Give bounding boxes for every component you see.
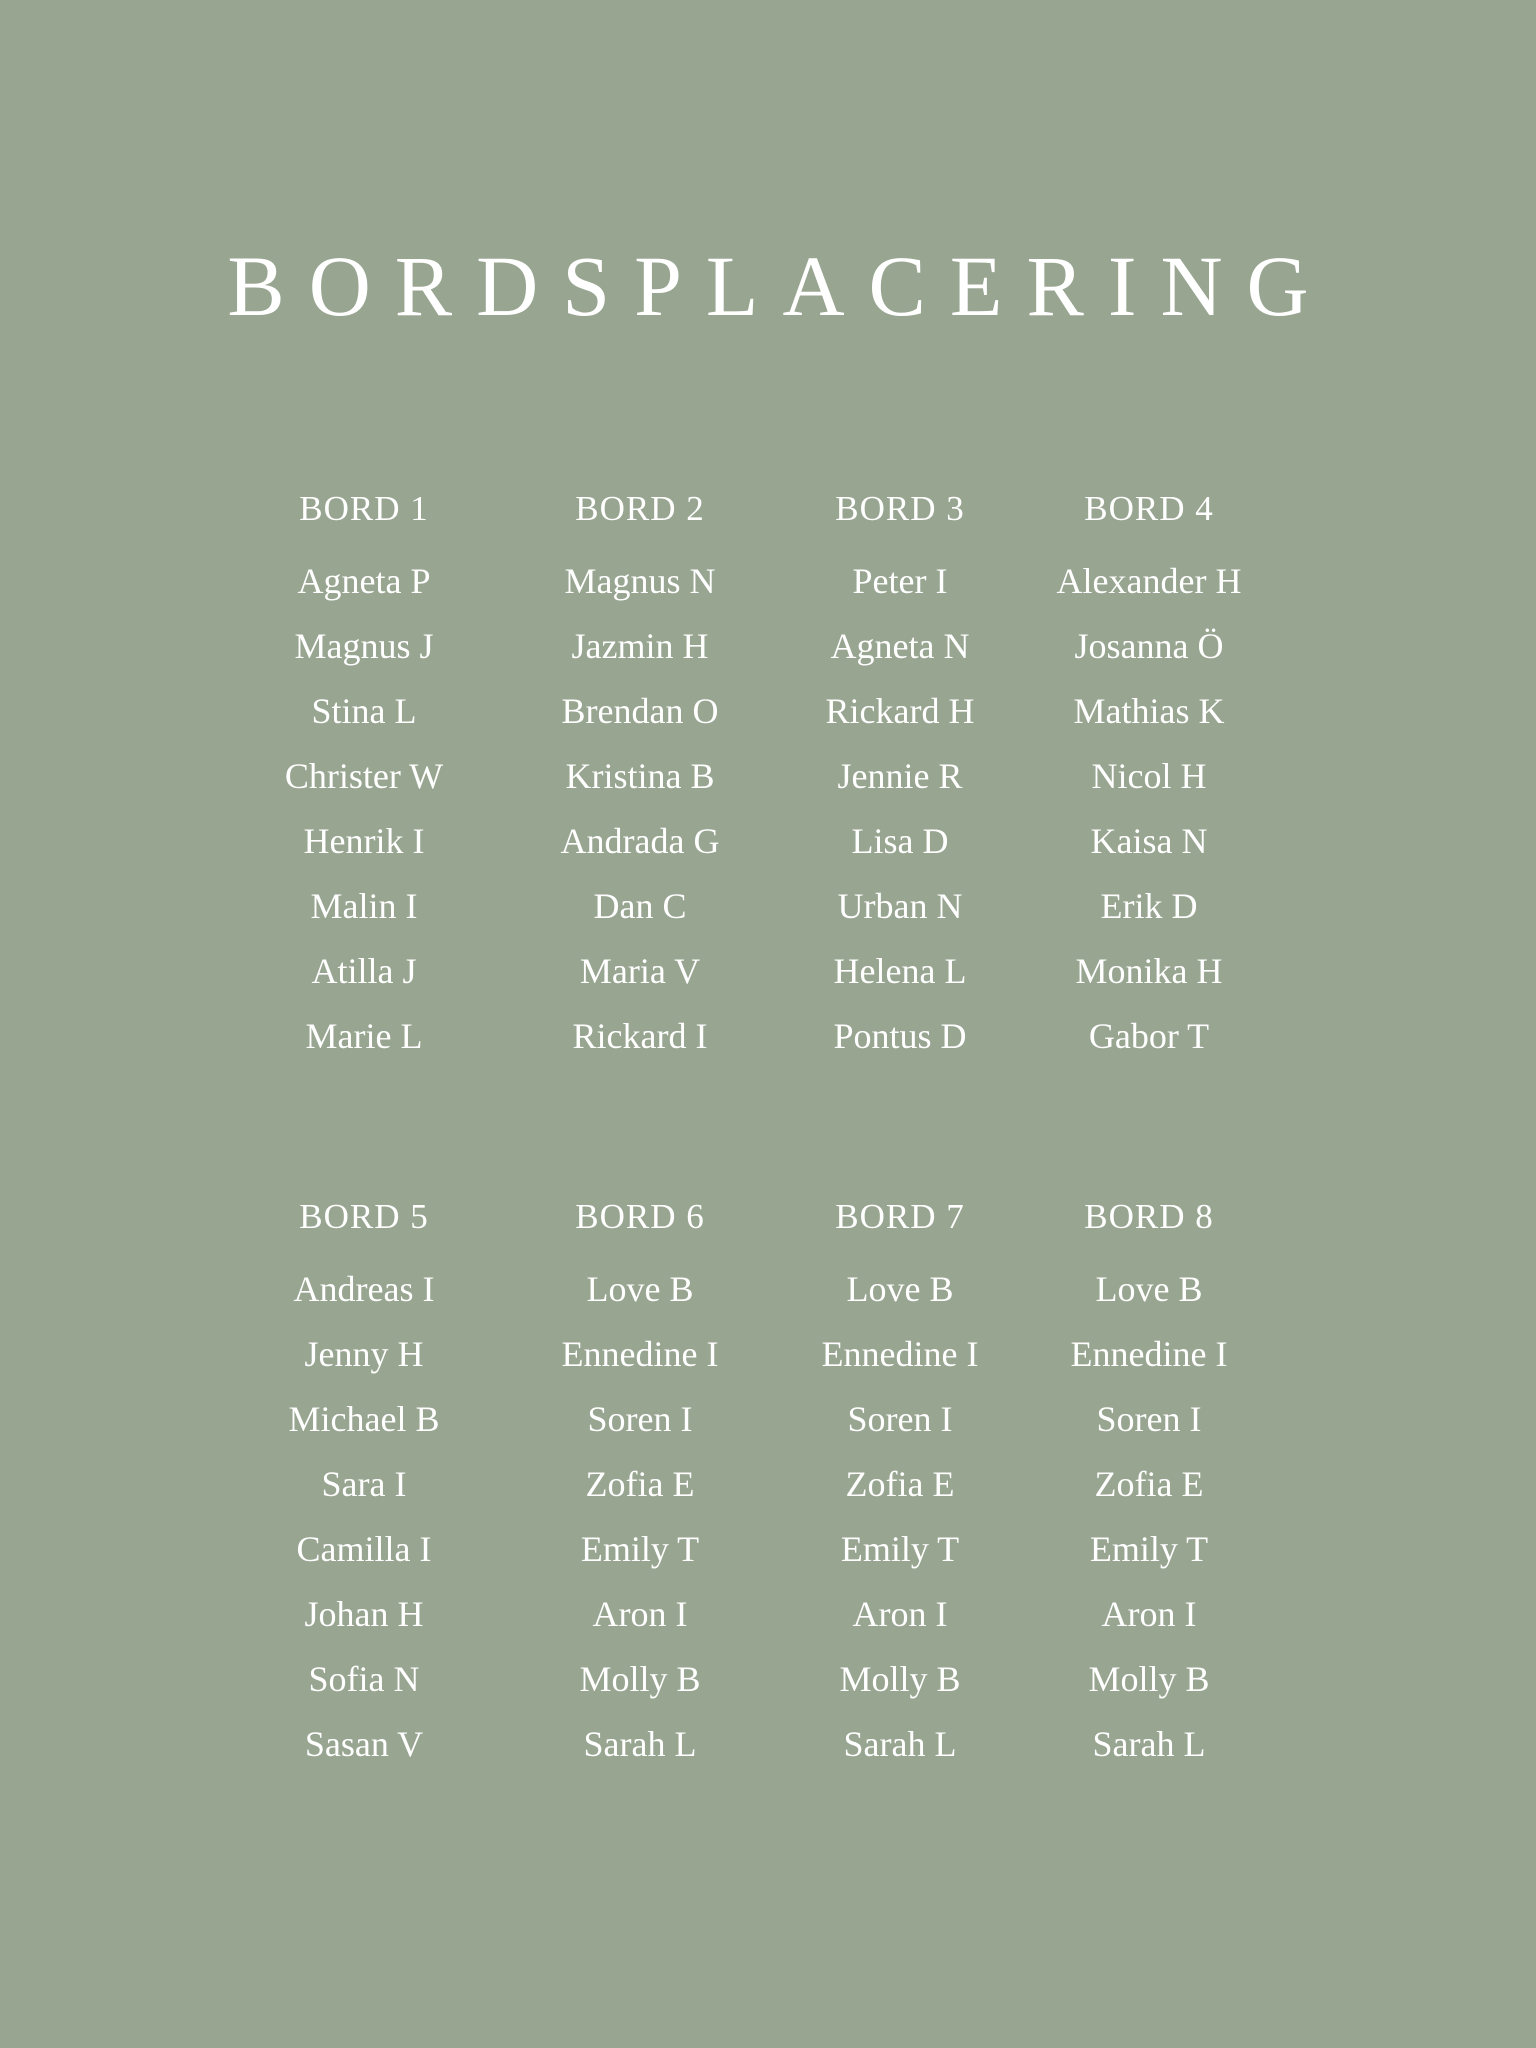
guest-name: Brendan O <box>561 691 719 731</box>
guest-name: Dan C <box>593 886 687 926</box>
guest-name: Sarah L <box>583 1724 697 1764</box>
guest-name: Atilla J <box>311 951 417 991</box>
guest-name: Malin I <box>310 886 418 926</box>
guest-list <box>234 549 494 1069</box>
guest-list <box>510 549 770 1069</box>
guest-name: Molly B <box>1088 1659 1210 1699</box>
guest-name: Pontus D <box>833 1016 967 1056</box>
guest-name: Aron I <box>852 1594 948 1634</box>
guest-name: Emily T <box>580 1529 700 1569</box>
guest-name: Love B <box>586 1269 694 1309</box>
guest-name: Jenny H <box>304 1334 424 1374</box>
guest-name: Alexander H <box>1056 561 1242 601</box>
guest-name: Soren I <box>587 1399 693 1439</box>
table-3 <box>770 484 1030 1069</box>
table-heading: BORD 4 <box>1084 489 1214 528</box>
guest-name: Josanna Ö <box>1074 626 1224 666</box>
guest-name: Sara I <box>321 1464 407 1504</box>
guest-name: Mathias K <box>1073 691 1225 731</box>
guest-name: Andrada G <box>560 821 720 861</box>
guest-name: Aron I <box>1101 1594 1197 1634</box>
guest-name: Camilla I <box>296 1529 432 1569</box>
guest-name: Agneta P <box>297 561 431 601</box>
guest-name: Gabor T <box>1088 1016 1210 1056</box>
table-heading: BORD 3 <box>835 489 965 528</box>
guest-name: Magnus J <box>294 626 434 666</box>
guest-name: Zofia E <box>585 1464 695 1504</box>
guest-name: Maria V <box>579 951 701 991</box>
guest-list <box>1019 1257 1279 1777</box>
table-heading: BORD 2 <box>575 489 705 528</box>
guest-name: Jennie R <box>837 756 963 796</box>
guest-name: Kristina B <box>565 756 715 796</box>
table-6 <box>510 1192 770 1777</box>
guest-name: Lisa D <box>851 821 949 861</box>
guest-name: Christer W <box>284 756 444 796</box>
guest-name: Molly B <box>579 1659 701 1699</box>
guest-name: Magnus N <box>564 561 716 601</box>
guest-name: Ennedine I <box>1070 1334 1228 1374</box>
guest-name: Soren I <box>1096 1399 1202 1439</box>
guest-name: Nicol H <box>1091 756 1207 796</box>
table-heading: BORD 8 <box>1084 1197 1214 1236</box>
table-2 <box>510 484 770 1069</box>
table-4 <box>1019 484 1279 1069</box>
guest-name: Agneta N <box>830 626 970 666</box>
guest-name: Johan H <box>304 1594 424 1634</box>
guest-name: Helena L <box>833 951 967 991</box>
guest-name: Andreas I <box>293 1269 435 1309</box>
guest-name: Emily T <box>840 1529 960 1569</box>
table-1 <box>234 484 494 1069</box>
page-title: BORDSPLACERING <box>227 238 1333 334</box>
guest-name: Ennedine I <box>821 1334 979 1374</box>
guest-name: Marie L <box>305 1016 423 1056</box>
guest-name: Peter I <box>852 561 948 601</box>
guest-list <box>234 1257 494 1777</box>
table-heading: BORD 7 <box>835 1197 965 1236</box>
guest-name: Love B <box>1095 1269 1203 1309</box>
table-8 <box>1019 1192 1279 1777</box>
table-heading: BORD 5 <box>299 1197 429 1236</box>
guest-list <box>510 1257 770 1777</box>
guest-name: Sasan V <box>304 1724 424 1764</box>
guest-name: Sarah L <box>1092 1724 1206 1764</box>
guest-list <box>770 549 1030 1069</box>
guest-name: Ennedine I <box>561 1334 719 1374</box>
guest-name: Molly B <box>839 1659 961 1699</box>
guest-name: Aron I <box>592 1594 688 1634</box>
guest-name: Sarah L <box>843 1724 957 1764</box>
table-5 <box>234 1192 494 1777</box>
guest-name: Zofia E <box>1094 1464 1204 1504</box>
table-heading: BORD 1 <box>299 489 429 528</box>
guest-name: Erik D <box>1100 886 1198 926</box>
guest-name: Michael B <box>288 1399 440 1439</box>
guest-name: Zofia E <box>845 1464 955 1504</box>
guest-name: Kaisa N <box>1090 821 1208 861</box>
table-heading: BORD 6 <box>575 1197 705 1236</box>
guest-list <box>1019 549 1279 1069</box>
guest-name: Rickard H <box>825 691 975 731</box>
guest-name: Soren I <box>847 1399 953 1439</box>
guest-list <box>770 1257 1030 1777</box>
guest-name: Rickard I <box>572 1016 708 1056</box>
guest-name: Henrik I <box>303 821 425 861</box>
table-7 <box>770 1192 1030 1777</box>
guest-name: Sofia N <box>308 1659 420 1699</box>
guest-name: Love B <box>846 1269 954 1309</box>
guest-name: Jazmin H <box>571 626 709 666</box>
guest-name: Monika H <box>1075 951 1223 991</box>
guest-name: Stina L <box>311 691 417 731</box>
guest-name: Emily T <box>1089 1529 1209 1569</box>
guest-name: Urban N <box>837 886 963 926</box>
